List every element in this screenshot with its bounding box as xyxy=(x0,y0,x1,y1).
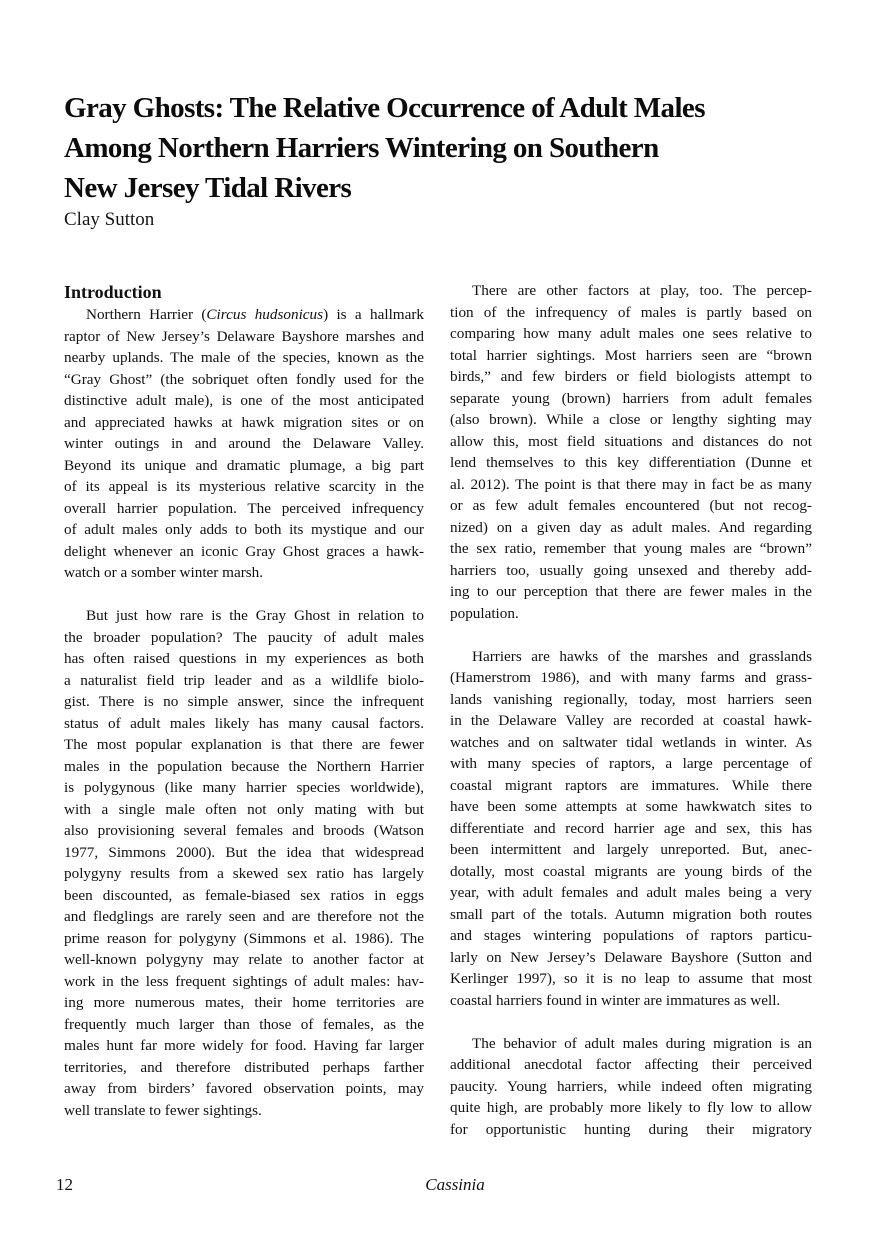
text-line: watch or a somber winter marsh. xyxy=(64,564,264,581)
text-line: coastal migrant raptors are immatures. While there xyxy=(450,776,812,794)
text-line: The most popular explanation is that there are fewer xyxy=(64,736,424,753)
text-line: of adult males only adds to both its mystique and our xyxy=(64,521,424,538)
text-line: winter outings in and around the Delaware Valley. xyxy=(64,435,424,452)
left-column xyxy=(64,280,424,1121)
text-line: been discounted, as female-biased sex ratios in eggs xyxy=(64,886,424,904)
text-line: nized) on a given day as adult males. And regarding xyxy=(450,518,812,536)
text-line: paucity. Young harriers, while indeed often migrating xyxy=(450,1077,812,1095)
paragraph-gap xyxy=(64,584,424,606)
text-line: 1977, Simmons 2000). But the idea that widespread xyxy=(64,843,424,861)
left-column-body xyxy=(64,304,424,1121)
text-line: Beyond its unique and dramatic plumage, a big part xyxy=(64,456,424,474)
text-line: is polygynous (like many harrier species worldwide), xyxy=(64,779,424,796)
text-line: well translate to fewer sightings. xyxy=(64,1101,262,1119)
text-line: the sex ratio, remember that young males are “brown” xyxy=(450,540,812,557)
author-name: Clay Sutton xyxy=(64,209,155,230)
text-line: gist. There is no simple answer, since the infrequent xyxy=(64,693,424,710)
text-line: overall harrier population. The perceived infrequency xyxy=(64,499,424,517)
body-paragraph xyxy=(450,1033,812,1141)
section-heading-introduction: Introduction xyxy=(64,282,162,302)
title-line: Gray Ghosts: The Relative Occurrence of Adult Males xyxy=(64,92,705,124)
text-line: But just how rare is the Gray Ghost in relation to xyxy=(86,607,424,624)
text-line: lend themselves to this key differentiation (Dunne et xyxy=(450,454,812,471)
text-line: (Hamerstrom 1986), and with many farms and grass- xyxy=(450,669,812,686)
text-line: Harriers are hawks of the marshes and grasslands xyxy=(472,647,812,665)
text-line: allow this, most field situations and distances do not xyxy=(450,432,812,450)
text-line: away from birders’ favored observation points, may xyxy=(64,1080,424,1097)
journal-name: Cassinia xyxy=(425,1175,485,1194)
text-line: work in the less frequent sightings of adult males: hav- xyxy=(64,972,424,990)
text-line: prime reason for polygyny (Simmons et al. 1986). The xyxy=(64,929,424,947)
text-line: birds,” and few birders or field biologists attempt to xyxy=(450,368,812,385)
text-line: small part of the totals. Autumn migration both routes xyxy=(450,905,812,923)
text-line: comparing how many adult males one sees relative to xyxy=(450,325,812,342)
body-paragraph xyxy=(450,280,812,624)
text-line: status of adult males likely has many causal factors. xyxy=(64,714,424,732)
text-line: Kerlinger 1997), so it is no leap to assume that most xyxy=(450,970,812,987)
text-line: population. xyxy=(450,604,519,622)
text-line: delight whenever an iconic Gray Ghost graces a hawk- xyxy=(64,542,424,560)
text-line: harriers too, usually going unsexed and thereby add- xyxy=(450,561,812,579)
text-line: al. 2012). The point is that there may in fact be as many xyxy=(450,475,812,493)
text-line: and stages wintering populations of raptors particu- xyxy=(450,927,812,944)
text-line: raptor of New Jersey’s Delaware Bayshore marshes and xyxy=(64,327,424,345)
text-line: nearby uplands. The male of the species, known as the xyxy=(64,349,424,366)
text-line: ing to our perception that there are fewer males in the xyxy=(450,583,812,600)
text-line: lands vanishing regionally, today, most harriers seen xyxy=(450,690,812,708)
text-line: frequently much larger than those of females, as the xyxy=(64,1015,424,1033)
text-line: tion of the infrequency of males is partly based on xyxy=(450,303,812,321)
body-paragraph xyxy=(450,646,812,1012)
text-line: well-known polygyny may relate to another factor at xyxy=(64,951,424,968)
text-line: a naturalist field trip leader and as a wildlife biolo- xyxy=(64,671,424,689)
text-line: separate young (brown) harriers from adult females xyxy=(450,389,812,407)
text-line: watches and on saltwater tidal wetlands in winter. As xyxy=(450,733,812,751)
text-line: have been some attempts at some hawkwatch sites to xyxy=(450,798,812,815)
text-line: total harrier sightings. Most harriers seen are “brown xyxy=(450,346,812,364)
page-number: 12 xyxy=(56,1175,73,1194)
body-paragraph xyxy=(64,605,424,1121)
text-line: “Gray Ghost” (the sobriquet often fondly used for the xyxy=(64,370,424,388)
scientific-name: Circus hudsonicus xyxy=(206,306,324,323)
text-line: territories, and therefore distributed perhaps farther xyxy=(64,1058,424,1076)
title-line: New Jersey Tidal Rivers xyxy=(64,172,352,204)
text-line: distinctive adult male), is one of the most anticipated xyxy=(64,392,424,409)
text-line: the broader population? The paucity of adult males xyxy=(64,628,424,646)
text-line: of its appeal is its mysterious relative scarcity in the xyxy=(64,478,424,495)
right-column xyxy=(450,280,812,1140)
text-line: males in the population because the Northern Harrier xyxy=(64,757,424,775)
text-line: differentiate and record harrier age and sex, this has xyxy=(450,819,812,837)
text-line: with many species of raptors, a large percentage of xyxy=(450,755,812,772)
text-line: males hunt far more widely for food. Having far larger xyxy=(64,1037,424,1054)
text-line: for opportunistic hunting during their migratory xyxy=(450,1120,812,1138)
text-line: been intermittent and largely unreported. But, anec- xyxy=(450,841,812,858)
text-line: quite high, are probably more likely to fly low to allow xyxy=(450,1099,812,1116)
text-line: also provisioning several females and broods (Watson xyxy=(64,822,424,839)
title-line: Among Northern Harriers Wintering on Southern xyxy=(64,132,659,164)
text-line: polygyny results from a skewed sex ratio has largely xyxy=(64,865,424,882)
text-line: in the Delaware Valley are recorded at coastal hawk- xyxy=(450,712,812,729)
text-line: larly on New Jersey’s Delaware Bayshore (Sutton and xyxy=(450,948,812,966)
paragraph-gap xyxy=(450,624,812,646)
text-line: The behavior of adult males during migration is an xyxy=(472,1034,812,1052)
text-line: year, with adult females and adult males being a very xyxy=(450,884,812,901)
text-line: and fledglings are rarely seen and are therefore not the xyxy=(64,908,424,925)
text-line: and appreciated hawks at hawk migration sites or on xyxy=(64,413,424,431)
text-line: (also brown). While a close or lengthy sighting may xyxy=(450,411,812,428)
text-line: with a single male often not only mating with but xyxy=(64,800,424,818)
text-line: or as few adult females encountered (but not recog- xyxy=(450,497,812,514)
text-line: There are other factors at play, too. The percep- xyxy=(472,282,812,299)
text-line: coastal harriers found in winter are immatures as well. xyxy=(450,991,781,1009)
right-column-body xyxy=(450,280,812,1140)
text-line: additional anecdotal factor affecting their perceived xyxy=(450,1056,812,1073)
article-title xyxy=(64,88,824,208)
body-paragraph xyxy=(64,304,424,584)
text-line: Northern Harrier (Circus hudsonicus) is a hallmark xyxy=(86,306,424,323)
paragraph-gap xyxy=(450,1011,812,1033)
text-line: ing more numerous mates, their home territories are xyxy=(64,994,424,1011)
text-line: dotally, most coastal migrants are young birds of the xyxy=(450,862,812,880)
text-line: has often raised questions in my experiences as both xyxy=(64,650,424,667)
